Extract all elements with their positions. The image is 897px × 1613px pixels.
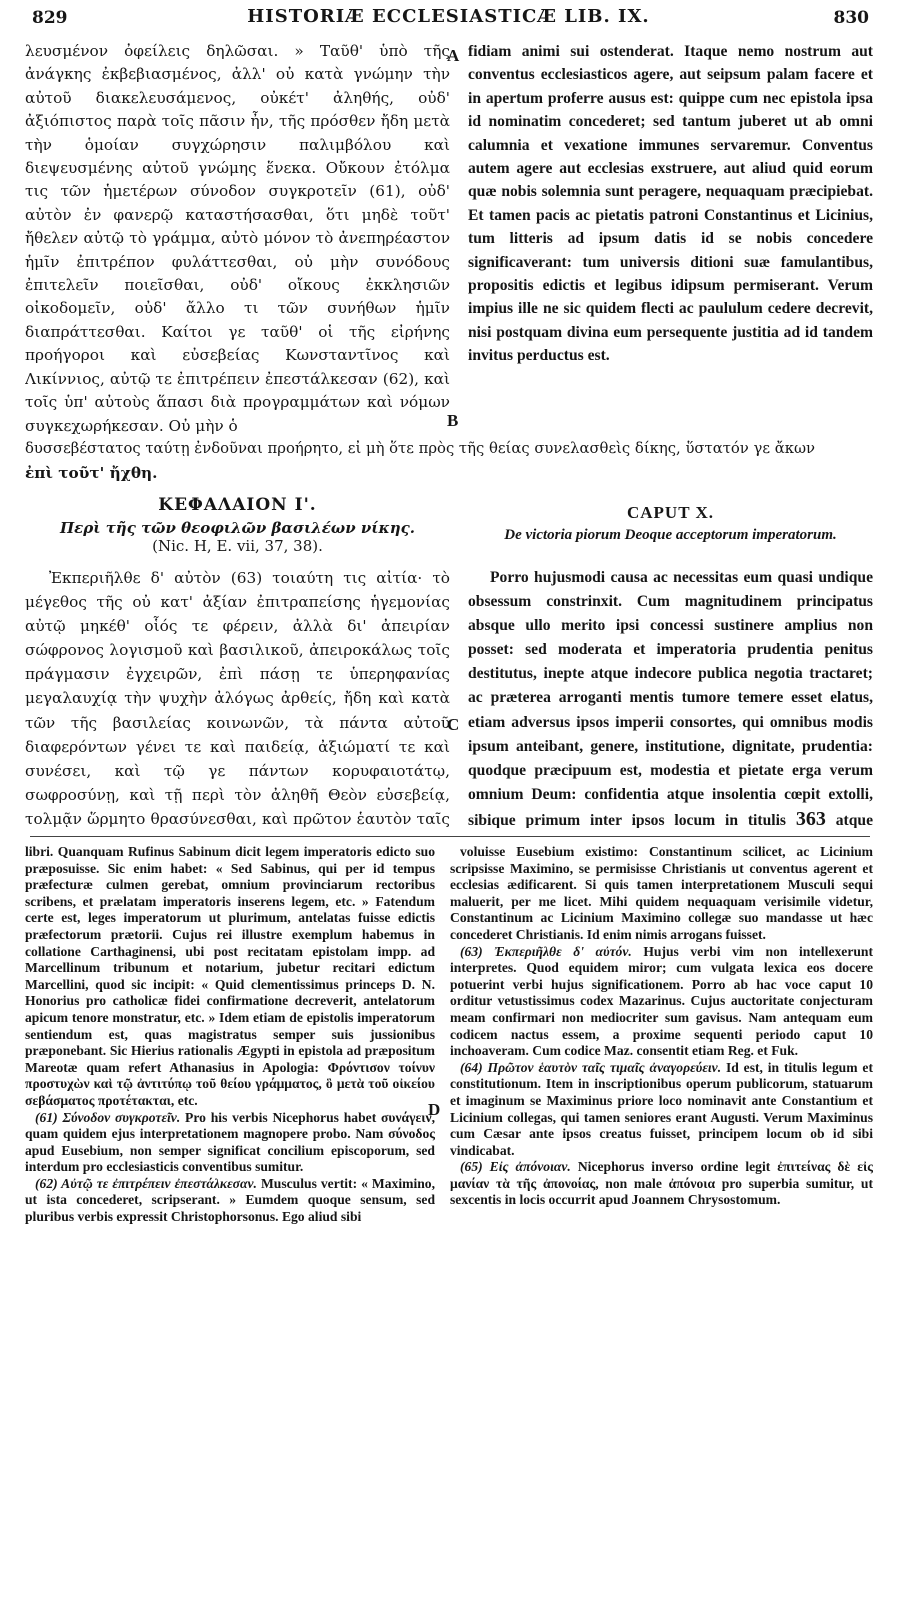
latin-text-part1: Porro hujusmodi causa ac necessitas eum quasi undique obsessum constrinxit. Cum magnitudinem principatus absque ullo merito ipsi concessi sustinere amplius non posset: sed moderata et imperatoria prudentia penitus destitutus, inepte atque indecore publica negotia tractaret; ac præterea arroganti mentis tumore temere esset elatus, etiam adversus ipsos imperii consortes, qui omnibus modis ipsum anteibant, genere, institutione, dignitate, prudentia: quodque præcipuum est, modestia et pietate erga verum omnium Deum: confidentia atque insolentia cœpit extolli, sibique primum inter ipsos locum in titulis [468,569,873,828]
note-62-text: Musculus vertit: « Maximino, ut ista concederet, scripserant. » Eumdem quoque sensum, sed pluribus verbis expressit Christophorsonus. Ego aliud sibi [25,1175,435,1225]
section-letter-c: C [447,715,460,734]
pagination-marker: 363 [795,807,826,828]
greek-column-upper [25,40,450,438]
page-header [0,0,897,26]
note-62 [25,1176,435,1226]
greek-chapter-title: ΚΕΦΑΛΑΙΟΝ Ι'. [158,495,317,515]
latin-chapter-heading [468,503,873,544]
note-63-lemma: (63) Ἐκπεριῆλθε δ' αὐτόν. [460,943,632,959]
greek-chapter-reference: (Nic. H, E. vii, 37, 38). [152,537,323,555]
section-letter-d: D [428,1100,441,1119]
latin-column-lower [468,566,873,828]
latin-text-part2: atque [835,811,873,828]
note-65-text: Nicephorus inverso ordine legit ἐπιτείνας δὲ εἰς μανίαν τὰ τῆς ἀπονοίας, non male ἀπόνοια pro superbia sumitur, ut sexcentis in locis occurrit apud Joannem Chrysostomum. [450,1159,873,1208]
section-letter-b: B [447,411,459,430]
note-65-lemma: (65) Εἰς ἀπόνοιαν. [460,1159,571,1175]
greek-paragraph: λευσμένον ὀφείλεις δηλῶσαι. » Ταῦθ' ὑπὸ τῆς ἀνάγκης ἐκβεβιασμένος, ἀλλ' οὐ κατὰ γνώμην τὴν αὐτοῦ διακελευσάμενος, οὐκέτ' ἀληθής, οὐδ' ἀξιόπιστος παρὰ τοῖς πᾶσιν ἦν, τῆς πρόσθεν ἤδη μετὰ τὴν ὁμοίαν συγχώρησιν παλιμβόλου καὶ διεψευσμένης αὐτοῦ γνώμης ἕνεκα. Οὔκουν ἐτόλμα τις τῶν ἡμετέρων σύνοδον συγκροτεῖν (61), οὐδ' αὐτὸν ἐν φανερῷ καταστήσασθαι, ὅτι μηδὲ τοῦτ' ἤθελεν αὐτῷ τὸ γράμμα, αὐτὸ μόνον τὸ ἀνεπηρέαστον ἡμῖν ἐπιτρέπον φυλάττεσθαι, οὐ μὴν συνόδους ἐπιτελεῖν ποιεῖσθαι, οὐδ' οἴκους ἐκκλησιῶν οἰκοδομεῖν, οὐδ' ἄλλο τι τῶν συνήθων ἡμῖν διαπράττεσθαι. Καίτοι γε ταῦθ' οἱ τῆς εἰρήνης προήγοροι καὶ εὐσεβείας Κωνσταντῖνος καὶ Λικίννιος, αὐτῷ τε ἐπιτρέπειν ἐπεστάλκεσαν (62), καὶ τοῖς ὑπ' αὐτοὺς ἅπασι διὰ προγραμμάτων καὶ νόμων συγκεχωρήκεσαν. Οὐ μὴν ὁ [25,42,450,435]
page-number-left: 829 [32,8,68,28]
note-61 [25,1110,435,1176]
section-letter-a: A [447,46,460,65]
note-61-lemma: (61) Σύνοδον συγκροτεῖν. [35,1109,181,1125]
note-continuation: libri. Quanquam Rufinus Sabinum dicit legem imperatoris edicto suo præposuisse. Sic enim habet: « Sed Sabinus, qui per id tempus præfecturæ culmen gerebat, omnium provinciarum rectoribus scribens, et prælatam imperatoris inserens legem, etc. » Fatendum certe est, leges imperatorum ut plurimum, antelatas fuisse edictis præfectorum prætorii. Cujus rei illustre exemplum habemus in collatione Carthaginensi, ubi post recitatam epistolam impp. ad Marcellinum tribunum et notarium, jubetur recitari edictum Marcellini, quod sic incipit: « Quid clementissimus princeps D. N. Honorius pro catholicæ fidei confirmatione decreverit, antelatorum apicum tenore monstratur, etc. » Idem etiam de epistolis imperatorum sentiendum est, quas magistratus semper suis jussionibus præponebant. Sic Hierius rationalis Ægypti in epistola ad præpositum Mareotæ quam refert Athanasius in Apologia: Φρόντισον τοίνυν προστυχὼν καὶ τῷ ἀντιτύπῳ τοῦ θείου γράμματος, ὃ μετὰ τοῦ οἰκείου σεβάσματος προτέτακται, etc. [25,844,435,1108]
note-62-continuation: voluisse Eusebium existimo: Constantinum scilicet, ac Licinium scripsisse Maximino, se permisisse Christianis ut conventus agerent et ecclesias ædificarent. Si quis tamen interpretationem Musculi sequi maluerit, per me licet. Mihi quidem nequaquam verisimile videtur, Constantinum ac Licinium Maximino collegæ suo mandasse ut hæc concederet Christianis. Id enim nimis arrogans fuisset. [450,844,873,942]
running-title: HISTORIÆ ECCLESIASTICÆ LIB. IX. [247,6,650,27]
note-65 [450,1159,873,1209]
greek-paragraph-chapter-10: Ἐκπεριῆλθε δ' αὐτὸν (63) τοιαύτη τις αἰτία· τὸ μέγεθος τῆς οὐ κατ' ἀξίαν ἐπιτραπείσης ἡγεμονίας αὐτῷ μηκέθ' οἷός τε φέρειν, ἀλλὰ δι' ἀπειρίαν σώφρονος λογισμοῦ καὶ βασιλικοῦ, ἀπειροκάλως τοῖς πράγμασιν ἐγχειρῶν, ἐπὶ πάσῃ τε ὑπερηφανίας μεγαλαυχίᾳ τὴν ψυχὴν ἀλόγως ἀρθείς, ἤδη καὶ κατὰ τῶν τῆς βασιλείας κοινωνῶν, τὰ πάντα αὐτοῦ διαφερόντων γένει τε καὶ παιδείᾳ, ἀξιώματί τε καὶ συνέσει, καὶ τῷ γε πάντων κορυφαιοτάτῳ, σωφροσύνῃ, καὶ τῇ περὶ τὸν ἀληθῆ Θεὸν εὐσεβείᾳ, τολμᾷν ὥρμητο θρασύνεσθαι, καὶ πρῶτον ἑαυτὸν ταῖς [25,569,450,828]
greek-chapter-subtitle: Περὶ τῆς τῶν θεοφιλῶν βασιλέων νίκης. [59,519,416,537]
note-63 [450,944,873,1060]
note-64-lemma: (64) Πρῶτον ἑαυτὸν ταῖς τιμαῖς ἀναγορεύειν. [460,1059,722,1075]
latin-chapter-title: CAPUT X. [626,503,715,522]
greek-closing-line: ἐπὶ τοῦτ' ἤχθη. [25,464,158,482]
latin-chapter-subtitle: De victoria piorum Deoque acceptorum imperatorum. [504,527,837,543]
note-61-text: Pro his verbis Nicephorus habet συνάγειν, quam quidem ejus interpretationem magnopere probo. Nam σύνοδος apud Eusebium, non semper significat concilium episcoporum, sed interdum pro ecclesiasticis conventibus sumitur. [25,1109,435,1175]
latin-column-upper [468,40,873,438]
note-64-text: Id est, in titulis legum et constitutionum. Item in inscriptionibus operum publicorum, statuarum et imaginum se Maximinus priore loco nominavit ante Constantium et Licinium collegas, qui tamen seniores erant Augusti. Verum Maximinus cum Cæsar ante ipsos creatus fuisset, principem locum ob id sibi vindicabat. [450,1059,873,1158]
note-63-text: Hujus verbi vim non intellexerunt interpretes. Quod equidem miror; cum vulgata lexica eos docere potuerint verbi hujus significationem. Porro ab hac voce caput 10 orditur vetustissimus codex Mazarinus. Cujus auctoritate conjecturam meam confirmari non mediocriter sum gavisus. Nam antequam eum codicem nactus essem, a proxime sequenti periodo caput 10 inchoaveram. Cum codice Maz. consentit etiam Reg. et Fuk. [450,943,873,1059]
latin-paragraph: fidiam animi sui ostenderat. Itaque nemo nostrum aut conventus ecclesiasticos agere, aut seipsum palam facere et in apertum proferre ausus est: quippe cum nec epistola ipsa id nominatim concederet; sed tantum juberet ut ab omni calumnia et vexatione immunes servaremur. Conventus autem agere aut ecclesias exstruere, aut aliud quid eorum quæ nobis solemnia sunt peragere, nequaquam præcipiebat. Et tamen pacis ac pietatis patroni Constantinus et Licinius, tum litteris ad ipsum datis id se nobis concedere significaverant: tum universis ditioni suæ famulantibus, propositis edictis et legibus idipsum permiserant. Verum impius ille ne sic quidem flecti ac paululum cedere decrevit, nisi postquam divina eum persequente justitia ad id tandem invitus perductus est. [468,43,873,365]
notes-separator [30,836,870,837]
note-62-lemma: (62) Αὐτῷ τε ἐπιτρέπειν ἐπεστάλκεσαν. [35,1175,257,1191]
note-64 [450,1060,873,1160]
greek-full-width-line: δυσσεβέστατος ταύτῃ ἐνδοῦναι προήρητο, εἰ μὴ ὅτε πρὸς τῆς θείας συνελασθεὶς δίκης, ὕστατόν γε ἄκων [25,440,816,457]
greek-column-lower [25,566,450,828]
latin-paragraph-chapter-10 [468,566,873,828]
notes-column-left [25,844,435,1602]
page-number-right: 830 [833,8,869,28]
greek-chapter-heading [25,495,450,555]
notes-column-right [450,844,873,1602]
